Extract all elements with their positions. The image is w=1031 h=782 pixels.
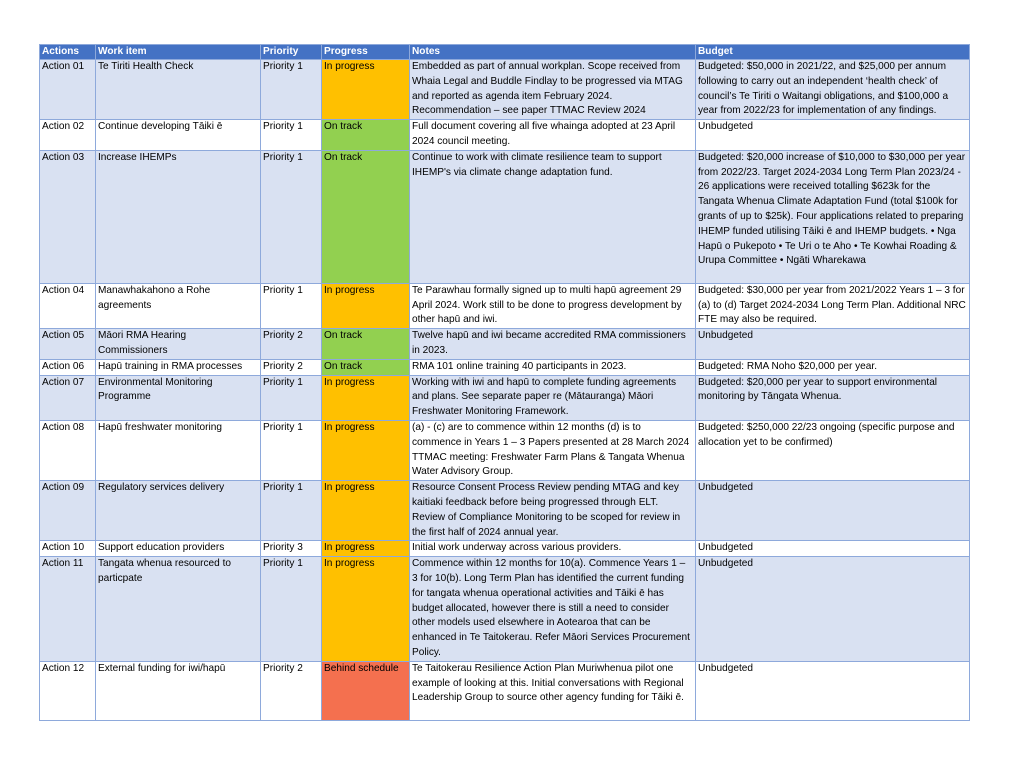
notes-cell: Full document covering all five whainga adopted at 23 April 2024 council meeting.: [410, 120, 696, 151]
table-row: [40, 541, 970, 557]
progress-status-cell: In progress: [322, 541, 410, 557]
progress-status-cell: On track: [322, 150, 410, 283]
budget-cell: Budgeted: $50,000 in 2021/22, and $25,000 per annum following to carry out an independent ‘health check’ of council’s Te Tiriti o Waitangi obligations, and $100,000 a year from 2022/23 for implementation of any findings.: [696, 60, 970, 120]
notes-cell: Embedded as part of annual workplan. Scope received from Whaia Legal and Buddle Findlay to be progressed via MTAG and reported as agenda item February 2024. Recommendation – see paper TTMAC Review 2024: [410, 60, 696, 120]
table-row: [40, 120, 970, 151]
notes-cell: RMA 101 online training 40 participants in 2023.: [410, 359, 696, 375]
budget-cell: Unbudgeted: [696, 557, 970, 662]
work-item-cell: Māori RMA Hearing Commissioners: [96, 329, 261, 360]
priority-cell: Priority 1: [261, 420, 322, 480]
progress-status-cell: In progress: [322, 481, 410, 541]
budget-cell: Budgeted: $30,000 per year from 2021/2022 Years 1 – 3 for (a) to (d) Target 2024-2034 Long Term Plan. Additional NRC FTE may also be required.: [696, 283, 970, 328]
priority-cell: Priority 2: [261, 329, 322, 360]
action-cell: Action 10: [40, 541, 96, 557]
budget-cell: Budgeted: RMA Noho $20,000 per year.: [696, 359, 970, 375]
budget-cell: Unbudgeted: [696, 120, 970, 151]
priority-cell: Priority 2: [261, 359, 322, 375]
budget-cell: Budgeted: $250,000 22/23 ongoing (specific purpose and allocation yet to be confirmed): [696, 420, 970, 480]
work-item-cell: Regulatory services delivery: [96, 481, 261, 541]
notes-cell: Twelve hapū and iwi became accredited RMA commissioners in 2023.: [410, 329, 696, 360]
work-item-cell: Continue developing Tāiki ē: [96, 120, 261, 151]
notes-cell: Continue to work with climate resilience team to support IHEMP's via climate change adaptation fund.: [410, 150, 696, 283]
table-row: [40, 557, 970, 662]
notes-cell: Resource Consent Process Review pending MTAG and key kaitiaki feedback before being progressed through ELT. Review of Compliance Monitoring to be scoped for review in the first half of 2024 annual year.: [410, 481, 696, 541]
notes-cell: Te Parawhau formally signed up to multi hapū agreement 29 April 2024. Work still to be done to progress development by other hapū and iwi.: [410, 283, 696, 328]
progress-status-cell: In progress: [322, 375, 410, 420]
action-cell: Action 02: [40, 120, 96, 151]
progress-status-cell: In progress: [322, 420, 410, 480]
table-row: [40, 150, 970, 283]
budget-cell: Unbudgeted: [696, 329, 970, 360]
work-item-cell: Increase IHEMPs: [96, 150, 261, 283]
budget-cell: Budgeted: $20,000 increase of $10,000 to $30,000 per year from 2022/23. Target 2024-2034 Long Term Plan 2023/24 - 26 applications were received totalling $623k for the Tangata Whenua Climate Adaptation Fund (total $100k for grants of up to $25k). Four applications related to preparing IHEMP funded utilising Tāiki ē and IHEMP budgets. • Nga Hapū o Pukepoto • Te Uri o te Aho • Te Kowhai Roading & Urupa Committee • Ngāti Wharekawa: [696, 150, 970, 283]
action-cell: Action 06: [40, 359, 96, 375]
action-cell: Action 11: [40, 557, 96, 662]
action-cell: Action 05: [40, 329, 96, 360]
priority-cell: Priority 1: [261, 120, 322, 151]
table-row: [40, 359, 970, 375]
work-item-cell: External funding for iwi/hapū: [96, 661, 261, 720]
priority-cell: Priority 1: [261, 481, 322, 541]
action-cell: Action 12: [40, 661, 96, 720]
notes-cell: Initial work underway across various providers.: [410, 541, 696, 557]
table-row: [40, 481, 970, 541]
action-cell: Action 07: [40, 375, 96, 420]
priority-cell: Priority 1: [261, 557, 322, 662]
work-item-cell: Manawhakahono a Rohe agreements: [96, 283, 261, 328]
header-actions: Actions: [40, 45, 96, 60]
header-priority: Priority: [261, 45, 322, 60]
notes-cell: (a) - (c) are to commence within 12 months (d) is to commence in Years 1 – 3 Papers presented at 28 March 2024 TTMAC meeting: Freshwater Farm Plans & Tangata Whenua Water Advisory Group.: [410, 420, 696, 480]
progress-status-cell: On track: [322, 120, 410, 151]
work-item-cell: Te Tiriti Health Check: [96, 60, 261, 120]
table-row: [40, 283, 970, 328]
progress-status-cell: In progress: [322, 557, 410, 662]
work-item-cell: Environmental Monitoring Programme: [96, 375, 261, 420]
table-header-row: [40, 45, 970, 60]
header-budget: Budget: [696, 45, 970, 60]
action-cell: Action 03: [40, 150, 96, 283]
header-work-item: Work item: [96, 45, 261, 60]
table-row: [40, 420, 970, 480]
action-cell: Action 08: [40, 420, 96, 480]
priority-cell: Priority 1: [261, 283, 322, 328]
work-item-cell: Hapū training in RMA processes: [96, 359, 261, 375]
budget-cell: Unbudgeted: [696, 661, 970, 720]
budget-cell: Budgeted: $20,000 per year to support environmental monitoring by Tāngata Whenua.: [696, 375, 970, 420]
action-plan-table: [39, 44, 970, 721]
progress-status-cell: In progress: [322, 283, 410, 328]
header-progress: Progress: [322, 45, 410, 60]
notes-cell: Commence within 12 months for 10(a). Commence Years 1 – 3 for 10(b). Long Term Plan has identified the current funding for tangata whenua operational activities and Tāiki ē has budget allocated, however there is still a need to consider other models used elsewhere in Aotearoa that can be enhanced in Te Taitokerau. Refer Māori Services Procurement Policy.: [410, 557, 696, 662]
priority-cell: Priority 2: [261, 661, 322, 720]
notes-cell: Working with iwi and hapū to complete funding agreements and plans. See separate paper re (Mātauranga) Māori Freshwater Monitoring Framework.: [410, 375, 696, 420]
action-cell: Action 04: [40, 283, 96, 328]
work-item-cell: Support education providers: [96, 541, 261, 557]
progress-status-cell: On track: [322, 359, 410, 375]
table-row: [40, 329, 970, 360]
budget-cell: Unbudgeted: [696, 541, 970, 557]
action-cell: Action 01: [40, 60, 96, 120]
table-row: [40, 60, 970, 120]
header-notes: Notes: [410, 45, 696, 60]
priority-cell: Priority 1: [261, 150, 322, 283]
progress-status-cell: In progress: [322, 60, 410, 120]
work-item-cell: Hapū freshwater monitoring: [96, 420, 261, 480]
priority-cell: Priority 1: [261, 60, 322, 120]
work-item-cell: Tangata whenua resourced to particpate: [96, 557, 261, 662]
budget-cell: Unbudgeted: [696, 481, 970, 541]
priority-cell: Priority 1: [261, 375, 322, 420]
table-row: [40, 661, 970, 720]
progress-status-cell: On track: [322, 329, 410, 360]
table-row: [40, 375, 970, 420]
progress-status-cell: Behind schedule: [322, 661, 410, 720]
priority-cell: Priority 3: [261, 541, 322, 557]
action-cell: Action 09: [40, 481, 96, 541]
notes-cell: Te Taitokerau Resilience Action Plan Muriwhenua pilot one example of looking at this. Initial conversations with Regional Leadership Group to source other agency funding for Tāiki ē.: [410, 661, 696, 720]
